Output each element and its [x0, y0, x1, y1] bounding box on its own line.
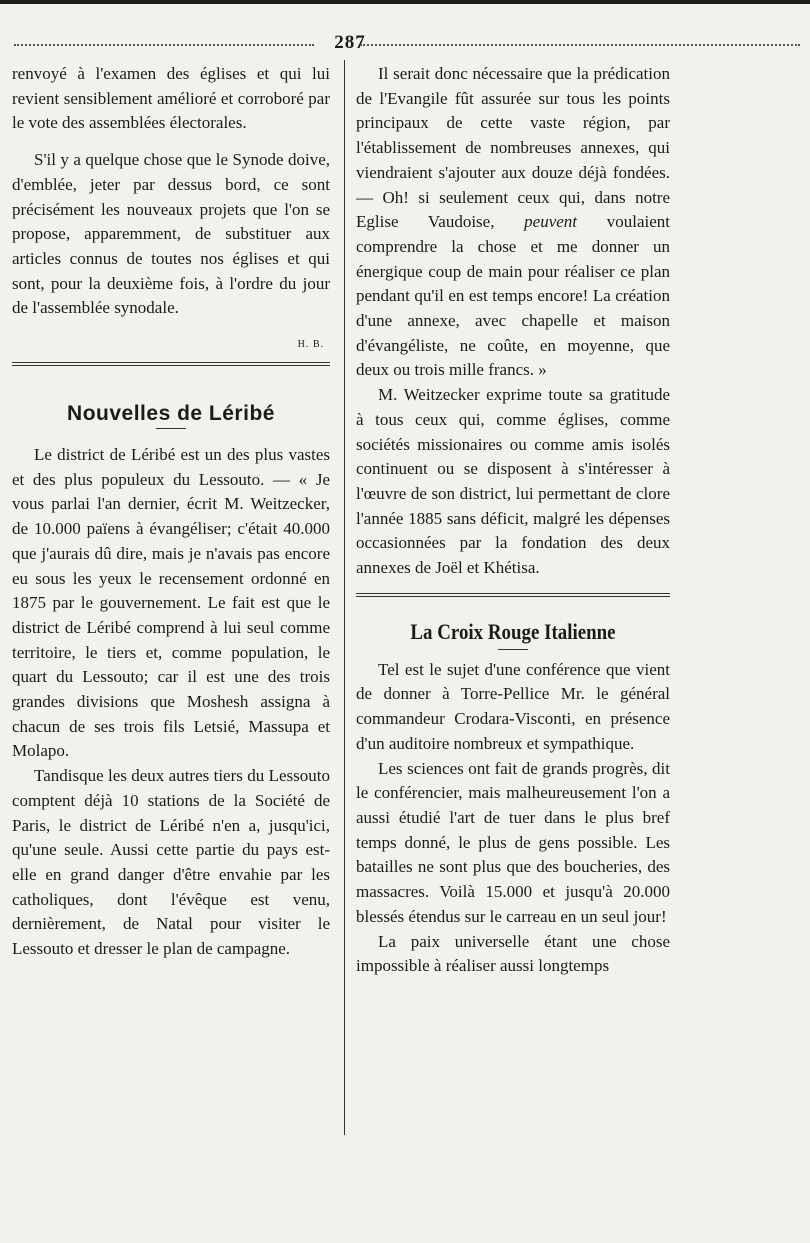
article-paragraph: Les sciences ont fait de grands progrès, dit le conférencier, mais malheureusement l'on a aussi étudié l'art de tuer dans le plus bref temps donné, le plus de gens possible. Les batailles ne sont plus que des boucheries, des massacres. Voilà 15.000 et jusqu'à 20.000 blessés étendus sur le carreau en un seul jour! — [356, 758, 670, 926]
page-header — [14, 32, 800, 53]
article-paragraph — [356, 62, 670, 383]
title-underline — [156, 428, 186, 429]
right-column — [356, 62, 670, 979]
text-run: voulaient comprendre la chose et me donner un énergique coup de main pour réaliser ce plan pendant qu'il en est temps encore! La création d'une annexe, avec chapelle et maison d'évangéliste, ne coûte, en moyenne, que deux ou trois mille francs. » — [356, 212, 670, 380]
header-ornament-left — [14, 44, 314, 46]
title-underline — [498, 649, 528, 650]
article-paragraph: Le district de Léribé est un des plus vastes et des plus populeux du Lessouto. — « Je vous parlai l'an dernier, écrit M. Weitzecker, de 10.000 païens à évangéliser; c'était 40.000 que j'aurais dû dire, mais je n'avais pas encore eu sous les yeux le recensement ordonné en 1875 par le gouvernement. Le fait est que le district de Léribé comprend à lui seul comme territoire, le tiers et, comme population, le quart du Lessouto; car il est une des trois grandes divisions que Moshesh assigna à chacun de ses trois fils Letsié, Massupa et Molapo. — [12, 445, 330, 761]
article-paragraph: Tel est le sujet d'une conférence que vient de donner à Torre-Pellice Mr. le général commandeur Crodara-Visconti, en présence d'un auditoire nombreux et sympathique. — [356, 659, 670, 753]
article-paragraph: La paix universelle étant une chose impossible à réaliser aussi longtemps — [356, 931, 670, 976]
article-paragraph: M. Weitzecker exprime toute sa gratitude à tous ceux qui, comme églises, comme sociétés missionaires ou comme amis isolés continuent ou se disposent à s'intéresser à l'œuvre de son district, lui permettant de clore l'année 1885 sans déficit, malgré les dépenses occasionnées par la fondation des deux annexes de Joël et Khétisa. — [356, 385, 670, 578]
emphasized-word: peuvent — [524, 212, 578, 232]
section-title-leribe: Nouvelles de Léribé — [67, 402, 275, 426]
header-ornament-right — [360, 44, 800, 46]
page-number: 287 — [334, 32, 366, 53]
left-column — [12, 62, 330, 962]
article-continuation: renvoyé à l'examen des églises et qui lui revient sensiblement amélioré et corroboré par le vote des assemblées électorales. — [12, 64, 330, 133]
author-signature: H. B. — [297, 339, 324, 351]
article-paragraph: Tandisque les deux autres tiers du Lessouto comptent déjà 10 stations de la Société de Paris, le district de Léribé n'en a, jusqu'ici, qu'une seule. Aussi cette partie du pays est-elle en grand danger d'être envahie par les catholiques, dont l'évêque est venu, dernièrement, de Natal pour visiter le Lessouto et dresser le plan de campagne. — [12, 766, 330, 959]
column-divider — [344, 60, 345, 1135]
top-border — [0, 0, 810, 4]
text-run: Il serait donc nécessaire que la prédication de l'Evangile fût assurée sur tous les points principaux de cette vaste région, par l'établissement de nombreuses annexes, qui viendraient s'ajouter aux douze déjà fondées. — Oh! si seulement ceux qui, dans notre Eglise Vaudoise, — [356, 64, 670, 232]
article-paragraph: S'il y a quelque chose que le Synode doive, d'emblée, jeter par dessus bord, ce sont précisément les nouveaux projets que l'on se propose, apparemment, de substituer aux articles connus de toutes nos églises et qui sont, pour la deuxième fois, à l'ordre du jour de l'assemblée synodale. — [12, 150, 330, 318]
section-title-croix-rouge: La Croix Rouge Italienne — [410, 618, 616, 644]
